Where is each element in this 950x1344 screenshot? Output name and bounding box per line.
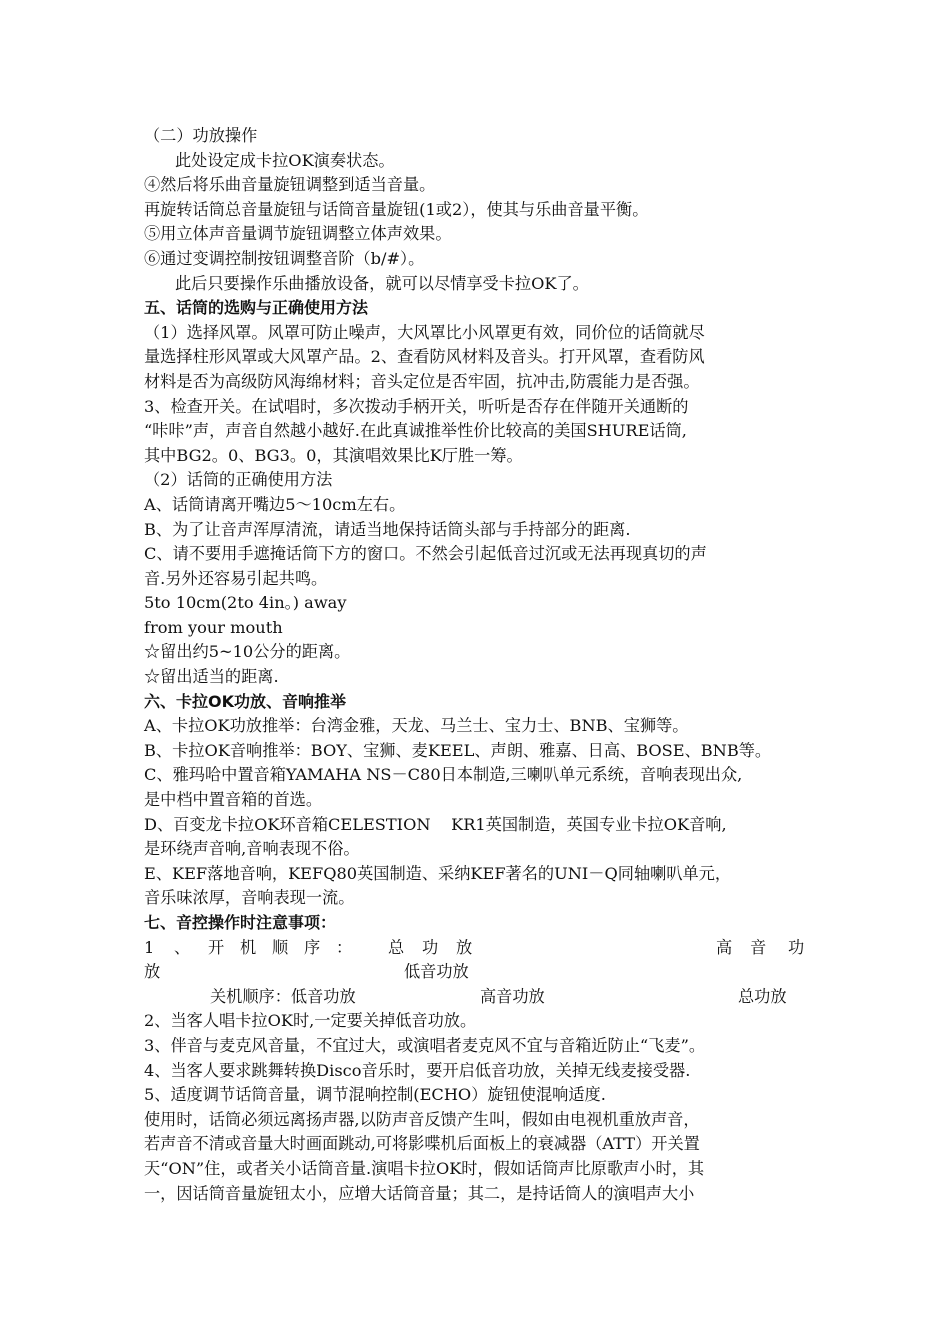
step-6: ⑥通过变调控制按钮调整音阶（b/#）。: [144, 248, 425, 268]
list-item: 5、适度调节话筒音量，调节混响控制(ECHO）旋钮使混响适度.: [144, 1085, 606, 1105]
star-note: ☆留出适当的距离.: [144, 667, 279, 687]
list-item: 4、当客人要求跳舞转换Disco音乐时，要开启低音功放，关掉无线麦接受器.: [144, 1060, 691, 1080]
section-title-amp-operation: （二）功放操作: [144, 126, 258, 145]
order-char: 顺: [272, 937, 289, 957]
step-5: ⑤用立体声音量调节旋钮调整立体声效果。: [144, 224, 452, 244]
order-char: 序: [304, 937, 321, 957]
list-item: A、卡拉OK功放推举：台湾金雅，天龙、马兰士、宝力士、BNB、宝狮等。: [144, 716, 689, 736]
order-text: 总功放: [738, 986, 787, 1006]
paragraph-line: 其中BG2。0、BG3。0，其演唱效果比K厅胜一筹。: [144, 445, 523, 465]
paragraph-line: 天“ON”住，或者关小话筒音量.演唱卡拉OK时，假如话筒声比原歌声小时，其: [144, 1158, 705, 1178]
list-item-continued: 音.另外还容易引起共鸣。: [144, 568, 328, 588]
order-text: 高音功放: [480, 986, 545, 1006]
paragraph-line: 量选择柱形风罩或大风罩产品。2、查看防风材料及音头。打开风罩，查看防风: [144, 347, 705, 367]
order-char: 总: [388, 937, 405, 957]
order-char: 音: [750, 937, 767, 957]
order-char: 1: [144, 937, 155, 957]
paragraph-line: “咔咔”声，声音自然越小越好.在此真诚推举性价比较高的美国SHURE话筒,: [144, 421, 687, 441]
paragraph-line: 再旋转话筒总音量旋钮与话筒音量旋钮(1或2），使其与乐曲音量平衡。: [144, 199, 649, 219]
list-item: E、KEF落地音响，KEFQ80英国制造、采纳KEF著名的UNI－Q同轴喇叭单元，: [144, 863, 732, 883]
paragraph-line: 一，因话筒音量旋钮太小，应增大话筒音量；其二，是持话筒人的演唱声大小: [144, 1183, 695, 1203]
list-item-continued: 是中档中置音箱的首选。: [144, 790, 323, 810]
power-on-order: [144, 936, 824, 961]
section-heading-6: 六、卡拉OK功放、音响推举: [144, 691, 347, 711]
list-item-continued: 是环绕声音响,音响表现不俗。: [144, 839, 360, 859]
english-note: from your mouth: [144, 617, 283, 637]
order-char: 开: [208, 937, 225, 957]
list-item: A、话筒请离开嘴边5～10cm左右。: [144, 494, 406, 514]
paragraph-line: 材料是否为高级防风海绵材料；音头定位是否牢固，抗冲击,防震能力是否强。: [144, 371, 700, 391]
section-heading-5: 五、话筒的选购与正确使用方法: [144, 298, 369, 318]
order-text: 低音功放: [404, 962, 469, 982]
list-item: C、请不要用手遮掩话筒下方的窗口。不然会引起低音过沉或无法再现真切的声: [144, 544, 707, 564]
power-on-order-continued: [144, 960, 824, 985]
order-char: 机: [240, 937, 257, 957]
paragraph-line: 此处设定成卡拉OK演奏状态。: [175, 150, 395, 170]
order-char: 功: [788, 937, 805, 957]
power-off-order: [144, 985, 824, 1010]
english-note: 5to 10cm(2to 4in。) away: [144, 593, 347, 613]
list-item: 2、当客人唱卡拉OK时,一定要关掉低音功放。: [144, 1011, 477, 1031]
order-char: 高: [716, 937, 733, 957]
document-page: [144, 124, 824, 1206]
step-4: ④然后将乐曲音量旋钮调整到适当音量。: [144, 175, 436, 195]
section-heading-7: 七、音控操作时注意事项：: [144, 913, 337, 932]
order-char: 放: [456, 937, 473, 957]
star-note: ☆留出约5~10公分的距离。: [144, 642, 351, 662]
list-item: D、百变龙卡拉OK环音箱CELESTION KR1英国制造，英国专业卡拉OK音响,: [144, 814, 727, 834]
order-char: ：: [336, 937, 353, 957]
paragraph-line: （1）选择风罩。风罩可防止噪声，大风罩比小风罩更有效，同价位的话筒就尽: [144, 322, 705, 342]
list-item-continued: 音乐味浓厚，音响表现一流。: [144, 888, 355, 908]
list-item: B、卡拉OK音响推举：BOY、宝狮、麦KEEL、声朗、雅嘉、日高、BOSE、BNB等。: [144, 740, 772, 760]
order-text: 关机顺序：低音功放: [210, 986, 356, 1006]
subsection-title: （2）话筒的正确使用方法: [144, 470, 333, 490]
order-text: 放: [144, 962, 161, 982]
paragraph-line: 3、检查开关。在试唱时，多次拨动手柄开关，听听是否存在伴随开关通断的: [144, 396, 689, 416]
order-char: 、: [174, 937, 191, 957]
order-char: 功: [422, 937, 439, 957]
list-item: 3、伴音与麦克风音量，不宜过大，或演唱者麦克风不宜与音箱近防止“飞麦”。: [144, 1035, 706, 1055]
paragraph-line: 使用时，话筒必须远离扬声器,以防声音反馈产生叫，假如由电视机重放声音，: [144, 1109, 700, 1129]
paragraph-line: 此后只要操作乐曲播放设备，就可以尽情享受卡拉OK了。: [175, 273, 589, 293]
list-item: B、为了让音声浑厚清流，请适当地保持话筒头部与手持部分的距离.: [144, 519, 631, 539]
paragraph-line: 若声音不清或音量大时画面跳动,可将影喋机后面板上的衰减器（ATT）开关置: [144, 1134, 700, 1154]
list-item: C、雅玛哈中置音箱YAMAHA NS－C80日本制造,三喇叭单元系统，音响表现出众,: [144, 765, 743, 785]
